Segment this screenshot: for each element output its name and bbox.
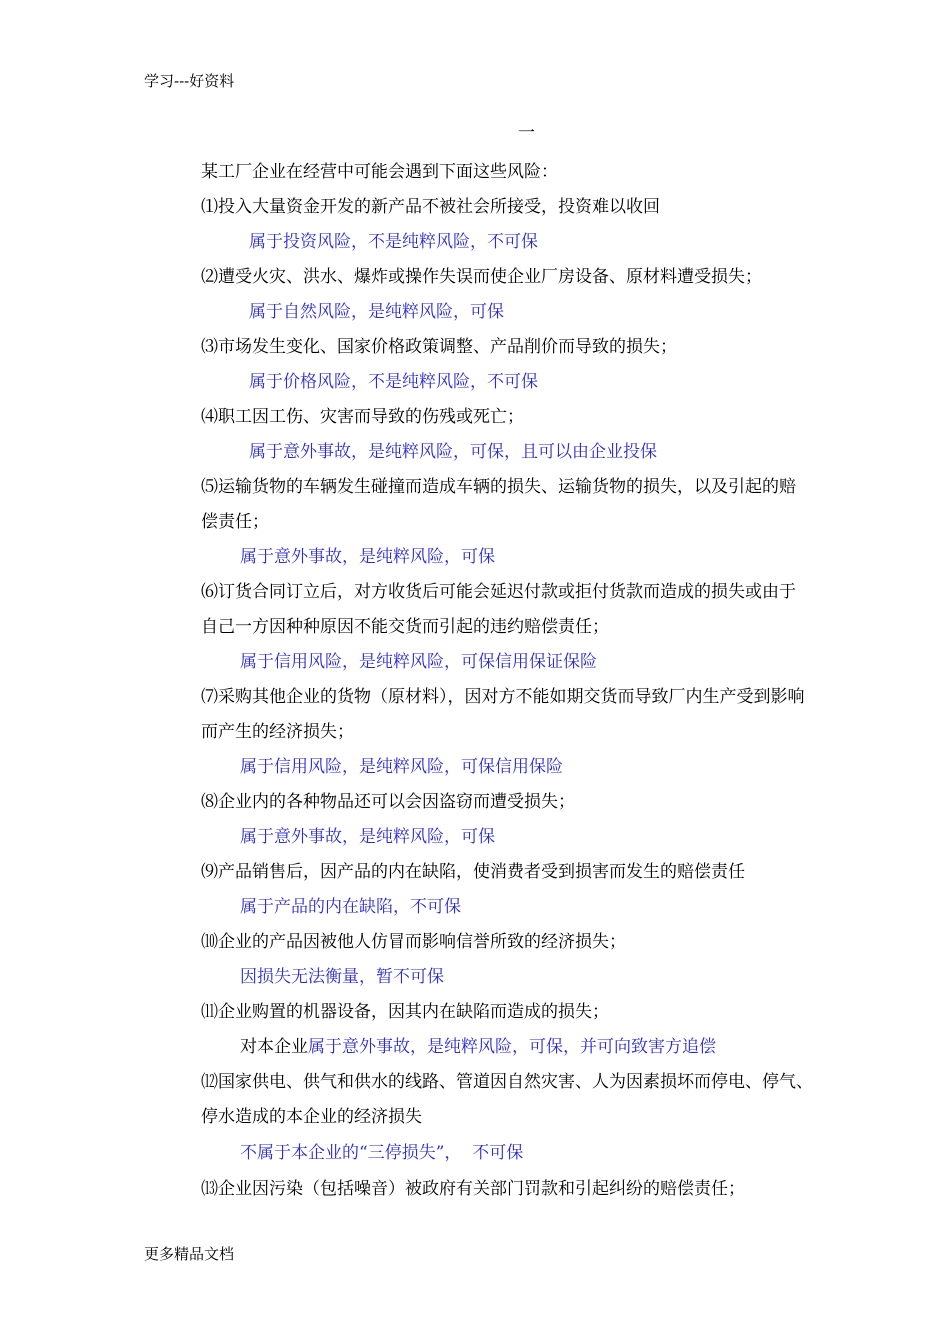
risk-3-answer: 属于价格风险，不是纯粹风险，不可保 — [249, 372, 538, 392]
risk-5-answer: 属于意外事故，是纯粹风险，可保 — [240, 547, 495, 567]
risk-7-question-line1: ⑺采购其他企业的货物（原材料），因对方不能如期交货而导致厂内生产受到影响 — [201, 687, 805, 707]
risk-3-question: ⑶市场发生变化、国家价格政策调整、产品削价而导致的损失； — [201, 337, 677, 357]
risk-4-answer: 属于意外事故，是纯粹风险，可保，且可以由企业投保 — [249, 442, 657, 462]
risk-10-answer: 因损失无法衡量，暂不可保 — [240, 967, 444, 987]
risk-11-answer-prefix: 对本企业 — [240, 1037, 308, 1057]
risk-8-answer: 属于意外事故，是纯粹风险，可保 — [240, 827, 495, 847]
risk-1-answer: 属于投资风险，不是纯粹风险，不可保 — [249, 232, 538, 252]
page-footer: 更多精品文档 — [144, 1245, 235, 1263]
page-header: 学习---好资料 — [144, 72, 235, 90]
risk-13-question: ⒀企业因污染（包括噪音）被政府有关部门罚款和引起纠纷的赔偿责任； — [201, 1179, 745, 1199]
section-number: 一 — [518, 123, 535, 143]
risk-12-question-line2: 停水造成的本企业的经济损失 — [201, 1107, 422, 1127]
risk-4-question: ⑷职工因工伤、灾害而导致的伤残或死亡； — [201, 407, 524, 427]
risk-12-question-line1: ⑿国家供电、供气和供水的线路、管道因自然灾害、人为因素损坏而停电、停气、 — [201, 1072, 813, 1092]
intro-text: 某工厂企业在经营中可能会遇到下面这些风险： — [201, 162, 558, 182]
risk-11-answer: 属于意外事故，是纯粹风险，可保，并可向致害方追偿 — [308, 1037, 716, 1057]
risk-8-question: ⑻企业内的各种物品还可以会因盗窃而遭受损失； — [201, 792, 575, 812]
risk-11-question: ⑾企业购置的机器设备，因其内在缺陷而造成的损失； — [201, 1002, 609, 1022]
risk-5-question-line1: ⑸运输货物的车辆发生碰撞而造成车辆的损失、运输货物的损失，以及引起的赔 — [201, 477, 796, 497]
risk-6-answer: 属于信用风险，是纯粹风险，可保信用保证保险 — [240, 652, 597, 672]
risk-2-answer: 属于自然风险，是纯粹风险，可保 — [249, 302, 504, 322]
risk-9-question: ⑼产品销售后，因产品的内在缺陷，使消费者受到损害而发生的赔偿责任 — [201, 862, 745, 882]
risk-9-answer: 属于产品的内在缺陷，不可保 — [240, 897, 461, 917]
risk-10-question: ⑽企业的产品因被他人仿冒而影响信誉所致的经济损失； — [201, 932, 626, 952]
risk-2-question: ⑵遭受火灾、洪水、爆炸或操作失误而使企业厂房设备、原材料遭受损失； — [201, 267, 762, 287]
risk-6-question-line1: ⑹订货合同订立后，对方收货后可能会延迟付款或拒付货款而造成的损失或由于 — [201, 582, 796, 602]
risk-12-answer: 不属于本企业的“三停损失”， 不可保 — [240, 1143, 524, 1163]
risk-6-question-line2: 自己一方因种种原因不能交货而引起的违约赔偿责任； — [201, 617, 609, 637]
risk-11-answer-line — [240, 1035, 716, 1059]
risk-1-question: ⑴投入大量资金开发的新产品不被社会所接受，投资难以收回 — [201, 197, 660, 217]
risk-5-question-line2: 偿责任； — [201, 512, 269, 532]
risk-7-question-line2: 而产生的经济损失； — [201, 722, 354, 742]
risk-7-answer: 属于信用风险，是纯粹风险，可保信用保险 — [240, 757, 563, 777]
